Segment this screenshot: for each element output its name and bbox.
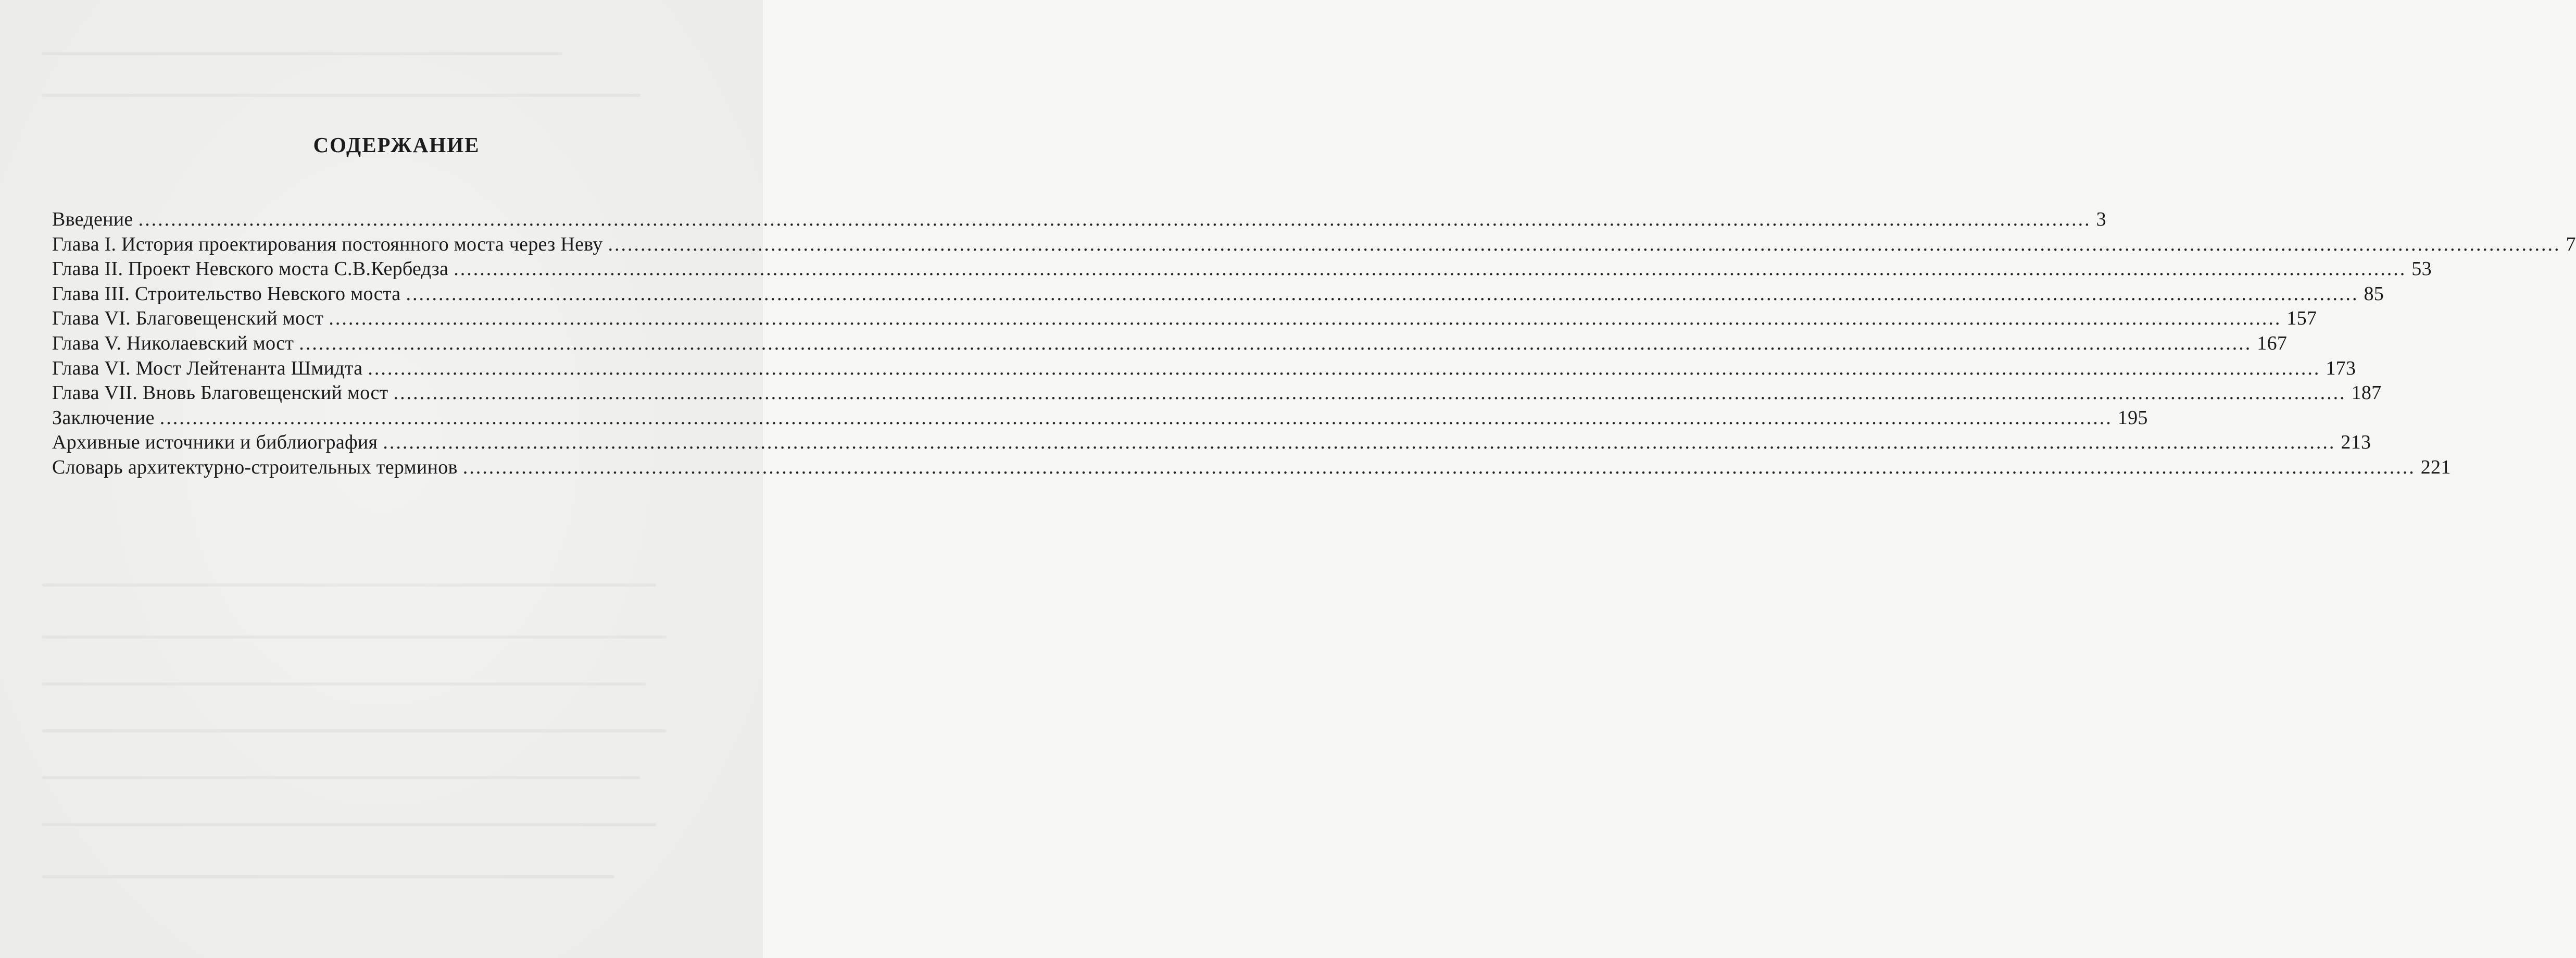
- show-through-line: [42, 94, 640, 97]
- toc-entry: [52, 232, 2576, 257]
- toc-dot-leader: ............................................................................................................................................................................................................................................................................................................: [159, 406, 2113, 429]
- toc-entry-label: Глава II. Проект Невского моста С.В.Кербедза: [52, 258, 449, 280]
- toc-entry-label: Введение: [52, 208, 133, 230]
- toc-dot-leader: ............................................................................................................................................................................................................................................................................................................: [454, 258, 2407, 280]
- toc-entry-label: Глава III. Строительство Невского моста: [52, 282, 401, 305]
- toc-entry-label: Глава VI. Мост Лейтенанта Шмидта: [52, 357, 363, 379]
- toc-entry-label: Глава VI. Благовещенский мост: [52, 307, 324, 330]
- toc-entry: [52, 356, 2356, 381]
- toc-entry-page: 85: [2364, 282, 2384, 305]
- toc-entry-page: 213: [2341, 431, 2371, 454]
- toc-entry-label: Заключение: [52, 406, 155, 429]
- page-title: СОДЕРЖАНИЕ: [313, 133, 480, 157]
- show-through-line: [42, 682, 646, 686]
- toc-entry-label: Глава VII. Вновь Благовещенский мост: [52, 382, 388, 404]
- toc-entry-page: 7: [2566, 233, 2576, 255]
- toc-entry-page: 157: [2286, 307, 2317, 330]
- toc-dot-leader: ............................................................................................................................................................................................................................................................................................................: [462, 456, 2416, 478]
- toc-entry: [52, 282, 2384, 307]
- toc-entry-label: Глава I. История проектирования постоянного моста через Неву: [52, 233, 603, 255]
- toc-dot-leader: ............................................................................................................................................................................................................................................................................................................: [368, 357, 2321, 379]
- show-through-line: [42, 776, 640, 779]
- toc-entry-page: 53: [2411, 258, 2432, 280]
- show-through-line: [42, 583, 656, 587]
- show-through-line: [42, 52, 562, 55]
- toc-entry: [52, 257, 2432, 282]
- toc-entry: [52, 406, 2148, 431]
- toc-entry: [52, 306, 2317, 331]
- toc-dot-leader: ............................................................................................................................................................................................................................................................................................................: [393, 382, 2346, 404]
- toc-entry-page: 221: [2420, 456, 2451, 478]
- show-through-line: [42, 823, 656, 826]
- toc-dot-leader: ............................................................................................................................................................................................................................................................................................................: [608, 233, 2561, 255]
- show-through-line: [42, 636, 667, 639]
- toc-dot-leader: ............................................................................................................................................................................................................................................................................................................: [406, 282, 2359, 305]
- toc-entry-page: 173: [2326, 357, 2356, 379]
- toc-dot-leader: ............................................................................................................................................................................................................................................................................................................: [329, 307, 2282, 330]
- toc-entry: [52, 381, 2382, 406]
- toc-entry-page: 195: [2117, 406, 2148, 429]
- toc-entry: [52, 207, 2106, 232]
- toc-entry-label: Архивные источники и библиография: [52, 431, 378, 454]
- toc-dot-leader: ............................................................................................................................................................................................................................................................................................................: [383, 431, 2336, 454]
- toc-entry-page: 187: [2351, 382, 2382, 404]
- toc-entry-page: 167: [2257, 332, 2288, 354]
- toc-entry: [52, 455, 2451, 480]
- show-through-line: [42, 875, 614, 878]
- toc-entry: [52, 331, 2288, 356]
- toc-entry-page: 3: [2096, 208, 2106, 230]
- toc-entry-label: Глава V. Николаевский мост: [52, 332, 294, 354]
- toc-entry-label: Словарь архитектурно-строительных терминов: [52, 456, 458, 478]
- toc-dot-leader: ............................................................................................................................................................................................................................................................................................................: [299, 332, 2252, 354]
- show-through-line: [42, 729, 667, 732]
- toc-dot-leader: ............................................................................................................................................................................................................................................................................................................: [138, 208, 2091, 230]
- toc-entry: [52, 430, 2371, 455]
- table-of-contents: [52, 207, 2576, 480]
